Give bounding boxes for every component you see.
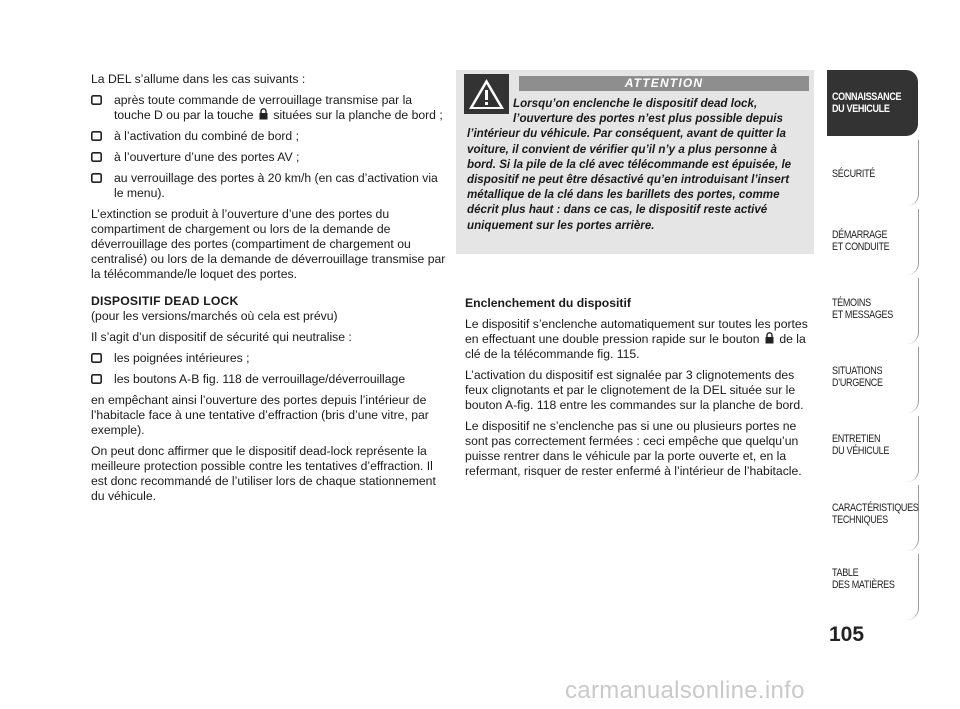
padlock-icon [259,108,268,120]
heading-note: (pour les versions/marchés où cela est prévu) [91,309,338,323]
padlock-icon [765,332,774,344]
tab-label: CARACTÉRISTIQUES TECHNIQUES [832,502,919,526]
enclenchement-text: Le dispositif s’enclenche automatiquement sur toutes les portes en effectuant une double pression rapide sur le bouton [465,317,808,346]
neutralise-paragraph: Il s’agit d’un dispositif de sécurité qui neutralise : [91,330,352,344]
tab-label: TÉMOINS ET MESSAGES [832,297,893,321]
tab-label: DÉMARRAGE ET CONDUITE [832,229,890,253]
list-item [91,372,448,387]
checkbox-square-icon [91,95,102,105]
list-item [91,150,448,165]
list-item-text: à l’ouverture d’une des portes AV ; [114,150,300,164]
tab-label: SÉCURITÉ [832,168,875,180]
attention-title: ATTENTION [519,76,809,91]
extinction-paragraph: L’extinction se produit à l’ouverture d’une des portes du compartiment de chargement ou lors de la demande de déverrouillage des portes (compartiment de chargement ou centralisé) ou lors de la demande de déverrouillage transmise par la télécommande/le loquet des portes. [91,207,446,281]
tab-label: SITUATIONS D’URGENCE [832,365,883,389]
checkbox-square-icon [91,374,102,384]
attention-box [456,70,814,254]
tab-connaissance-du-vehicule[interactable] [827,70,918,136]
checkbox-square-icon [91,173,102,183]
tab-label: TABLE DES MATIÈRES [832,567,895,591]
checkbox-square-icon [91,152,102,162]
attention-text-block [467,96,809,233]
tab-label: CONNAISSANCE DU VEHICULE [832,91,902,115]
non-enclenchement-paragraph: Le dispositif ne s’enclenche pas si une ou plusieurs portes ne sont pas correctement fermées : ceci empêche que quelqu’un puisse rentrer dans le véhicule par la porte ouverte et, en la refermant, risquer de rester enfermé à l’intérieur de l’habitacle. [465,419,802,478]
activation-paragraph: L’activation du dispositif est signalée par 3 clignotements des feux clignotants et par le clignotement de la DEL située sur le bouton A-fig. 118 entre les commandes sur la planche de bord. [465,368,804,412]
right-column [465,296,815,485]
list-item-text: les poignées intérieures ; [114,351,250,365]
tab-caracteristiques-techniques[interactable] [827,485,919,551]
tab-entretien-du-vehicule[interactable] [827,416,919,482]
page-number: 105 [829,623,865,646]
enclenchement-heading: Enclenchement du dispositif [465,296,631,310]
tab-label: ENTRETIEN DU VÉHICULE [832,433,890,457]
checkbox-square-icon [91,131,102,141]
list-item [91,171,448,201]
indent-spacer [467,96,513,124]
watermark: carmanualsonline.info [565,677,805,704]
tab-demarrage-et-conduite[interactable] [827,209,919,275]
enclenchement-text-tail: de la clé de la télécommande fig. 115. [465,332,806,361]
list-item [91,93,448,123]
list-item [91,129,448,144]
list-item-text-tail: situées sur la planche de bord ; [273,108,443,122]
list-item [91,351,448,366]
tab-securite[interactable] [827,140,919,206]
tab-table-des-matieres[interactable] [827,554,919,620]
list-item-text: au verrouillage des portes à 20 km/h (en cas d’activation via le menu). [114,171,438,200]
tab-temoins-et-messages[interactable] [827,278,919,344]
list-item-text: après toute commande de verrouillage transmise par la touche D ou par la touche [114,93,413,122]
enclenchement-paragraph [465,317,815,362]
list-item-text: à l’activation du combiné de bord ; [114,129,299,143]
checkbox-square-icon [91,353,102,363]
left-column [91,72,448,510]
conclusion-paragraph: On peut donc affirmer que le dispositif dead-lock représente la meilleure protection possible contre les tentatives d’effraction. Il est donc recommandé de l’utiliser lors de chaque stationnement du véhicule. [91,444,436,503]
section-heading: DISPOSITIF DEAD LOCK [91,294,239,308]
tab-situations-d-urgence[interactable] [827,347,919,413]
attention-text: Lorsqu’on enclenche le dispositif dead lock, l’ouverture des portes n’est plus possible depuis l’intérieur du véhicule. Par conséquent, avant de quitter la voiture, il convient de vérifier qu’il n’y a plus personne à bord. Si la pile de la clé avec télécommande est épuisée, le dispositif ne peut être désactivé qu’en introduisant l’insert métallique de la clé dans les barillets des portes, comme décrit plus haut : dans ce cas, le dispositif reste activé uniquement sur les portes arrière. [467,97,792,232]
list-item-text: les boutons A-B fig. 118 de verrouillage/déverrouillage [114,372,406,386]
empeche-paragraph: en empêchant ainsi l’ouverture des portes depuis l’intérieur de l’habitacle face à une tentative d’effraction (bris d’une vitre, par exemple). [91,393,429,437]
led-intro: La DEL s’allume dans les cas suivants : [91,72,306,86]
